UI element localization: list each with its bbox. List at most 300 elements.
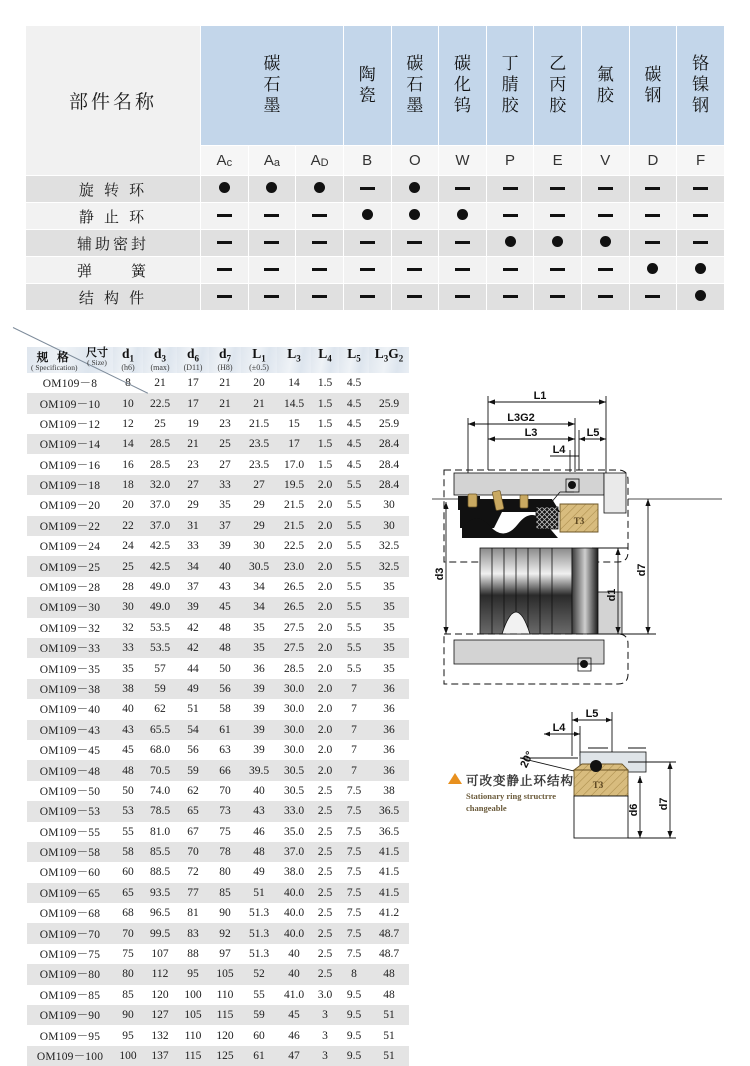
matrix-row-label: 旋 转 环: [26, 176, 201, 203]
dimension-value-cell: 41.0: [277, 985, 311, 1005]
dimension-value-cell: 4.5: [339, 434, 369, 454]
dimension-value-cell: 37.0: [277, 842, 311, 862]
dimension-column-header-7: $L_5$: [339, 347, 369, 373]
dimension-value-cell: 2.0: [311, 495, 339, 515]
material-matrix: [25, 25, 725, 311]
dimension-value-cell: 88: [177, 944, 209, 964]
dimension-value-cell: 95: [113, 1025, 143, 1045]
dimension-value-cell: 7: [339, 699, 369, 719]
dimension-spec-cell: OM109－70: [27, 923, 113, 943]
matrix-row: [26, 203, 725, 230]
dimension-spec-cell: OM109－45: [27, 740, 113, 760]
material-code-Aa: $A_a$: [248, 146, 296, 176]
dimension-value-cell: 25.9: [369, 414, 409, 434]
matrix-row: [26, 230, 725, 257]
dimension-value-cell: 30.0: [277, 740, 311, 760]
dot-icon: [409, 180, 420, 197]
material-code-AD: $A_D$: [296, 146, 344, 176]
dimension-value-cell: 70: [209, 781, 241, 801]
dimension-value-cell: 63: [209, 740, 241, 760]
dimension-column-header-2: $d_6$ (D11): [177, 347, 209, 373]
dimension-value-cell: 5.5: [339, 495, 369, 515]
dimension-value-cell: 34: [241, 577, 277, 597]
dash-icon: [455, 288, 470, 305]
dimension-value-cell: 2.5: [311, 842, 339, 862]
dimension-value-cell: 1.5: [311, 414, 339, 434]
dimension-value-cell: 51: [369, 1046, 409, 1066]
dot-icon: [600, 234, 611, 251]
dimension-value-cell: 2.0: [311, 577, 339, 597]
dimension-value-cell: 2.5: [311, 903, 339, 923]
dimension-value-cell: [369, 373, 409, 393]
matrix-cell-filled: [677, 257, 725, 284]
matrix-cell-empty: [248, 257, 296, 284]
dimension-value-cell: 2.5: [311, 781, 339, 801]
dimension-spec-cell: OM109－28: [27, 577, 113, 597]
dimension-value-cell: 47: [277, 1046, 311, 1066]
dimension-value-cell: 85.5: [143, 842, 177, 862]
dimension-value-cell: 38: [113, 679, 143, 699]
matrix-cell-empty: [534, 257, 582, 284]
material-code-F: F: [677, 146, 725, 176]
label-L1: L1: [533, 390, 547, 402]
dimension-value-cell: 4.5: [339, 393, 369, 413]
dimension-value-cell: 115: [177, 1046, 209, 1066]
dimension-value-cell: 41.5: [369, 842, 409, 862]
dimension-table-row: [27, 658, 409, 678]
dimension-value-cell: 68.0: [143, 740, 177, 760]
dimension-value-cell: 5.5: [339, 577, 369, 597]
dimension-value-cell: 35: [369, 638, 409, 658]
dimension-spec-cell: OM109－55: [27, 822, 113, 842]
dimension-value-cell: 65: [113, 883, 143, 903]
dash-icon: [503, 288, 518, 305]
detail-label-L4: L4: [552, 722, 566, 734]
matrix-cell-empty: [439, 257, 487, 284]
dimension-value-cell: 33: [177, 536, 209, 556]
dimension-value-cell: 27.5: [277, 618, 311, 638]
dash-icon: [550, 180, 565, 197]
dot-icon: [409, 207, 420, 224]
matrix-row: [26, 176, 725, 203]
dimension-value-cell: 21: [241, 393, 277, 413]
dimension-value-cell: 97: [209, 944, 241, 964]
dimension-value-cell: 75: [209, 822, 241, 842]
dimension-value-cell: 39: [241, 740, 277, 760]
dimension-value-cell: 72: [177, 862, 209, 882]
dimension-value-cell: 39: [209, 536, 241, 556]
matrix-row-label: 辅助密封: [26, 230, 201, 257]
dash-icon: [645, 180, 660, 197]
caption-english-line2: changeable: [466, 803, 507, 813]
dimension-value-cell: 30: [369, 495, 409, 515]
label-L4: L4: [552, 444, 566, 456]
matrix-cell-filled: [629, 257, 677, 284]
dimension-value-cell: 26.5: [277, 577, 311, 597]
dimension-value-cell: 3: [311, 1005, 339, 1025]
dimension-column-header-0: $d_1$ (h6): [113, 347, 143, 373]
dimension-value-cell: 48: [369, 985, 409, 1005]
dimension-value-cell: 27: [177, 475, 209, 495]
dimension-value-cell: 3: [311, 1046, 339, 1066]
dimension-corner-header: 尺寸 ( Size) 规 格 ( Specification): [27, 347, 113, 373]
dimension-value-cell: 37.0: [143, 495, 177, 515]
label-d3: d3: [434, 567, 446, 581]
dash-icon: [360, 234, 375, 251]
dimension-value-cell: 30: [369, 516, 409, 536]
dimension-value-cell: 90: [209, 903, 241, 923]
dimension-value-cell: 9.5: [339, 1005, 369, 1025]
dimension-table-row: [27, 597, 409, 617]
dash-icon: [598, 288, 613, 305]
dimension-value-cell: 23: [209, 414, 241, 434]
matrix-cell-filled: [391, 176, 439, 203]
matrix-cell-empty: [343, 284, 391, 311]
dimension-value-cell: 37: [209, 516, 241, 536]
dimension-table-row: [27, 801, 409, 821]
dimension-value-cell: 2.0: [311, 597, 339, 617]
dimension-table-row: [27, 536, 409, 556]
dimension-value-cell: 38: [369, 781, 409, 801]
dimension-value-cell: 81: [177, 903, 209, 923]
dash-icon: [312, 234, 327, 251]
dimension-header-row: [27, 347, 409, 373]
dimension-value-cell: 35: [241, 618, 277, 638]
dot-icon: [219, 180, 230, 197]
dot-icon: [266, 180, 277, 197]
dimension-value-cell: 55: [113, 822, 143, 842]
dimension-value-cell: 61: [209, 720, 241, 740]
dimension-value-cell: 68: [113, 903, 143, 923]
dimension-value-cell: 7: [339, 740, 369, 760]
dimension-value-cell: 36: [369, 699, 409, 719]
dimension-table-row: [27, 760, 409, 780]
dimension-value-cell: 21.5: [277, 495, 311, 515]
matrix-cell-empty: [486, 257, 534, 284]
dimension-value-cell: 40.0: [277, 883, 311, 903]
matrix-cell-empty: [391, 230, 439, 257]
dimension-value-cell: 5.5: [339, 638, 369, 658]
matrix-cell-empty: [248, 230, 296, 257]
material-matrix-table: [25, 25, 725, 311]
dash-icon: [407, 261, 422, 278]
matrix-row: [26, 284, 725, 311]
dimension-value-cell: 51: [241, 883, 277, 903]
dash-icon: [693, 234, 708, 251]
dimension-value-cell: 28: [113, 577, 143, 597]
dimension-value-cell: 51.3: [241, 944, 277, 964]
dimension-value-cell: 39: [241, 720, 277, 740]
matrix-cell-empty: [486, 203, 534, 230]
dimension-value-cell: 19: [177, 414, 209, 434]
matrix-cell-empty: [677, 203, 725, 230]
dash-icon: [503, 207, 518, 224]
material-group-header-0: 碳 石 墨: [201, 26, 344, 146]
dimension-value-cell: 1.5: [311, 454, 339, 474]
dimension-value-cell: 42: [177, 618, 209, 638]
dimension-value-cell: 14: [277, 373, 311, 393]
material-group-header-2: 碳 石 墨: [391, 26, 439, 146]
dimension-value-cell: 3: [311, 1025, 339, 1045]
dimension-value-cell: 17: [277, 434, 311, 454]
dash-icon: [693, 207, 708, 224]
matrix-cell-empty: [201, 284, 249, 311]
matrix-cell-empty: [248, 284, 296, 311]
dimension-value-cell: 51: [369, 1025, 409, 1045]
label-L3: L3: [524, 427, 538, 439]
dimension-value-cell: 25: [143, 414, 177, 434]
dash-icon: [264, 207, 279, 224]
matrix-row-label: 结 构 件: [26, 284, 201, 311]
dimension-table-row: [27, 373, 409, 393]
seal-drawing-svg: [432, 352, 742, 852]
dimension-value-cell: 20: [241, 373, 277, 393]
dimension-value-cell: 1.5: [311, 393, 339, 413]
dimension-value-cell: 46: [241, 822, 277, 842]
dimension-value-cell: 100: [177, 985, 209, 1005]
dimension-value-cell: 33: [209, 475, 241, 495]
dimension-value-cell: 8: [339, 964, 369, 984]
dimension-spec-cell: OM109－80: [27, 964, 113, 984]
dimension-value-cell: 48: [113, 760, 143, 780]
material-code-E: E: [534, 146, 582, 176]
dimension-value-cell: 41.2: [369, 903, 409, 923]
dimension-value-cell: 107: [143, 944, 177, 964]
matrix-cell-empty: [534, 284, 582, 311]
matrix-cell-empty: [582, 203, 630, 230]
dimension-value-cell: 78.5: [143, 801, 177, 821]
dimension-value-cell: 7.5: [339, 862, 369, 882]
dimension-value-cell: 30.0: [277, 720, 311, 740]
dimension-value-cell: 36.5: [369, 822, 409, 842]
dash-icon: [360, 288, 375, 305]
dot-icon: [314, 180, 325, 197]
dimension-value-cell: 29: [241, 516, 277, 536]
label-d1: d1: [606, 588, 618, 602]
dimension-value-cell: 2.0: [311, 516, 339, 536]
dimension-value-cell: 23.5: [241, 454, 277, 474]
dimension-value-cell: 81.0: [143, 822, 177, 842]
dimension-value-cell: 40.0: [277, 903, 311, 923]
dash-icon: [598, 207, 613, 224]
dimension-spec-cell: OM109－53: [27, 801, 113, 821]
matrix-cell-empty: [391, 284, 439, 311]
dash-icon: [407, 234, 422, 251]
dimension-value-cell: 39: [241, 679, 277, 699]
dimension-spec-cell: OM109－43: [27, 720, 113, 740]
matrix-cell-empty: [201, 203, 249, 230]
dimension-value-cell: 74.0: [143, 781, 177, 801]
dimension-value-cell: 48: [241, 842, 277, 862]
matrix-row-label: 弹 簧: [26, 257, 201, 284]
dimension-value-cell: 27: [241, 475, 277, 495]
matrix-row-label: 静 止 环: [26, 203, 201, 230]
detail-label-d7: d7: [658, 797, 670, 811]
dimension-value-cell: 2.0: [311, 536, 339, 556]
matrix-cell-filled: [582, 230, 630, 257]
dimension-column-header-6: $L_4$: [311, 347, 339, 373]
matrix-cell-empty: [629, 176, 677, 203]
detail-caption: [448, 773, 574, 813]
dimension-value-cell: 110: [177, 1025, 209, 1045]
dimension-column-header-4: $L_1$ (±0.5): [241, 347, 277, 373]
dimension-spec-cell: OM109－85: [27, 985, 113, 1005]
dash-icon: [217, 261, 232, 278]
dimension-value-cell: 7.5: [339, 923, 369, 943]
material-code-W: W: [439, 146, 487, 176]
matrix-cell-empty: [201, 257, 249, 284]
matrix-cell-filled: [439, 203, 487, 230]
dimension-table-table: [27, 347, 409, 1066]
matrix-cell-filled: [486, 230, 534, 257]
dimension-value-cell: 25: [209, 434, 241, 454]
dimension-value-cell: 7.5: [339, 903, 369, 923]
dash-icon: [264, 234, 279, 251]
dimension-value-cell: 2.5: [311, 964, 339, 984]
dimension-value-cell: 65: [177, 801, 209, 821]
dimension-value-cell: 30.0: [277, 699, 311, 719]
dimension-value-cell: 125: [209, 1046, 241, 1066]
dimension-value-cell: 80: [209, 862, 241, 882]
material-code-Ac: $A_c$: [201, 146, 249, 176]
dimension-value-cell: 48: [209, 618, 241, 638]
dimension-value-cell: 1.5: [311, 434, 339, 454]
dimension-value-cell: 33.0: [277, 801, 311, 821]
material-code-V: V: [582, 146, 630, 176]
dash-icon: [312, 207, 327, 224]
dimension-value-cell: 27.5: [277, 638, 311, 658]
dimension-value-cell: 48.7: [369, 944, 409, 964]
dimension-value-cell: 4.5: [339, 414, 369, 434]
dimension-value-cell: 17: [177, 393, 209, 413]
dimension-table-row: [27, 903, 409, 923]
dot-icon: [695, 261, 706, 278]
dash-icon: [217, 207, 232, 224]
dimension-value-cell: 37.0: [143, 516, 177, 536]
matrix-cell-empty: [439, 176, 487, 203]
dimension-table-row: [27, 618, 409, 638]
dash-icon: [455, 180, 470, 197]
matrix-cell-empty: [629, 284, 677, 311]
dimension-value-cell: 65.5: [143, 720, 177, 740]
matrix-cell-filled: [391, 203, 439, 230]
dimension-value-cell: 40: [277, 944, 311, 964]
dimension-column-header-1: $d_3$ (max): [143, 347, 177, 373]
dimension-value-cell: 36: [369, 720, 409, 740]
dimension-table-row: [27, 414, 409, 434]
dimension-value-cell: 88.5: [143, 862, 177, 882]
dimension-value-cell: 23: [177, 454, 209, 474]
detail-part-label-T3: T3: [592, 780, 604, 790]
dimension-value-cell: 127: [143, 1005, 177, 1025]
dimension-spec-cell: OM109－35: [27, 658, 113, 678]
matrix-cell-empty: [248, 203, 296, 230]
detail-label-d6: d6: [628, 803, 640, 817]
dimension-value-cell: 39.5: [241, 760, 277, 780]
dimension-value-cell: 5.5: [339, 556, 369, 576]
dimension-value-cell: 7.5: [339, 842, 369, 862]
material-group-header-5: 乙 丙 胶: [534, 26, 582, 146]
matrix-cell-filled: [201, 176, 249, 203]
dimension-spec-cell: OM109－65: [27, 883, 113, 903]
dimension-value-cell: 120: [143, 985, 177, 1005]
dimension-table-row: [27, 1025, 409, 1045]
dimension-table-row: [27, 1005, 409, 1025]
dimension-spec-cell: OM109－38: [27, 679, 113, 699]
dimension-value-cell: 2.5: [311, 822, 339, 842]
dimension-table-row: [27, 393, 409, 413]
dot-icon: [647, 261, 658, 278]
dimension-value-cell: 96.5: [143, 903, 177, 923]
dimension-value-cell: 62: [143, 699, 177, 719]
dimension-value-cell: 7.5: [339, 781, 369, 801]
dimension-value-cell: 41.5: [369, 883, 409, 903]
dimension-value-cell: 21.5: [241, 414, 277, 434]
dash-icon: [550, 207, 565, 224]
dimension-value-cell: 30.5: [241, 556, 277, 576]
dimension-value-cell: 59: [143, 679, 177, 699]
dimension-value-cell: 55: [241, 985, 277, 1005]
dimension-spec-cell: OM109－10: [27, 393, 113, 413]
dash-icon: [407, 288, 422, 305]
material-code-O: O: [391, 146, 439, 176]
dimension-spec-cell: OM109－32: [27, 618, 113, 638]
dimension-value-cell: 34: [177, 556, 209, 576]
dash-icon: [645, 207, 660, 224]
dimension-value-cell: 7: [339, 679, 369, 699]
matrix-cell-empty: [201, 230, 249, 257]
dimension-value-cell: 7.5: [339, 801, 369, 821]
dimension-value-cell: 36: [369, 679, 409, 699]
dimension-spec-cell: OM109－50: [27, 781, 113, 801]
dimension-value-cell: 66: [209, 760, 241, 780]
dimension-value-cell: 41.5: [369, 862, 409, 882]
dimension-spec-cell: OM109－22: [27, 516, 113, 536]
matrix-cell-filled: [677, 284, 725, 311]
dimension-value-cell: 25.9: [369, 393, 409, 413]
dimension-value-cell: 40: [277, 964, 311, 984]
matrix-cell-empty: [343, 257, 391, 284]
dimension-value-cell: 2.0: [311, 658, 339, 678]
dimension-value-cell: 28.5: [143, 454, 177, 474]
dimension-value-cell: 22.5: [143, 393, 177, 413]
dimension-value-cell: 48: [369, 964, 409, 984]
dash-icon: [598, 180, 613, 197]
dimension-table-row: [27, 475, 409, 495]
dimension-value-cell: 5.5: [339, 536, 369, 556]
material-code-D: D: [629, 146, 677, 176]
dimension-value-cell: 49.0: [143, 597, 177, 617]
warning-triangle-icon: [448, 773, 462, 784]
dimension-value-cell: 24: [113, 536, 143, 556]
dash-icon: [503, 261, 518, 278]
label-L3G2: L3G2: [507, 412, 535, 424]
dash-icon: [360, 261, 375, 278]
dimension-value-cell: 58: [209, 699, 241, 719]
dash-icon: [645, 288, 660, 305]
dimension-value-cell: 36.5: [369, 801, 409, 821]
caption-english-line1: Stationary ring structrre: [466, 791, 557, 801]
matrix-cell-empty: [296, 203, 344, 230]
dimension-column-header-5: $L_3$: [277, 347, 311, 373]
dimension-value-cell: 26.5: [277, 597, 311, 617]
dimension-value-cell: 7.5: [339, 822, 369, 842]
dimension-value-cell: 60: [113, 862, 143, 882]
dimension-spec-cell: OM109－100: [27, 1046, 113, 1066]
dimension-spec-cell: OM109－48: [27, 760, 113, 780]
dimension-table-row: [27, 434, 409, 454]
dimension-value-cell: 38.0: [277, 862, 311, 882]
